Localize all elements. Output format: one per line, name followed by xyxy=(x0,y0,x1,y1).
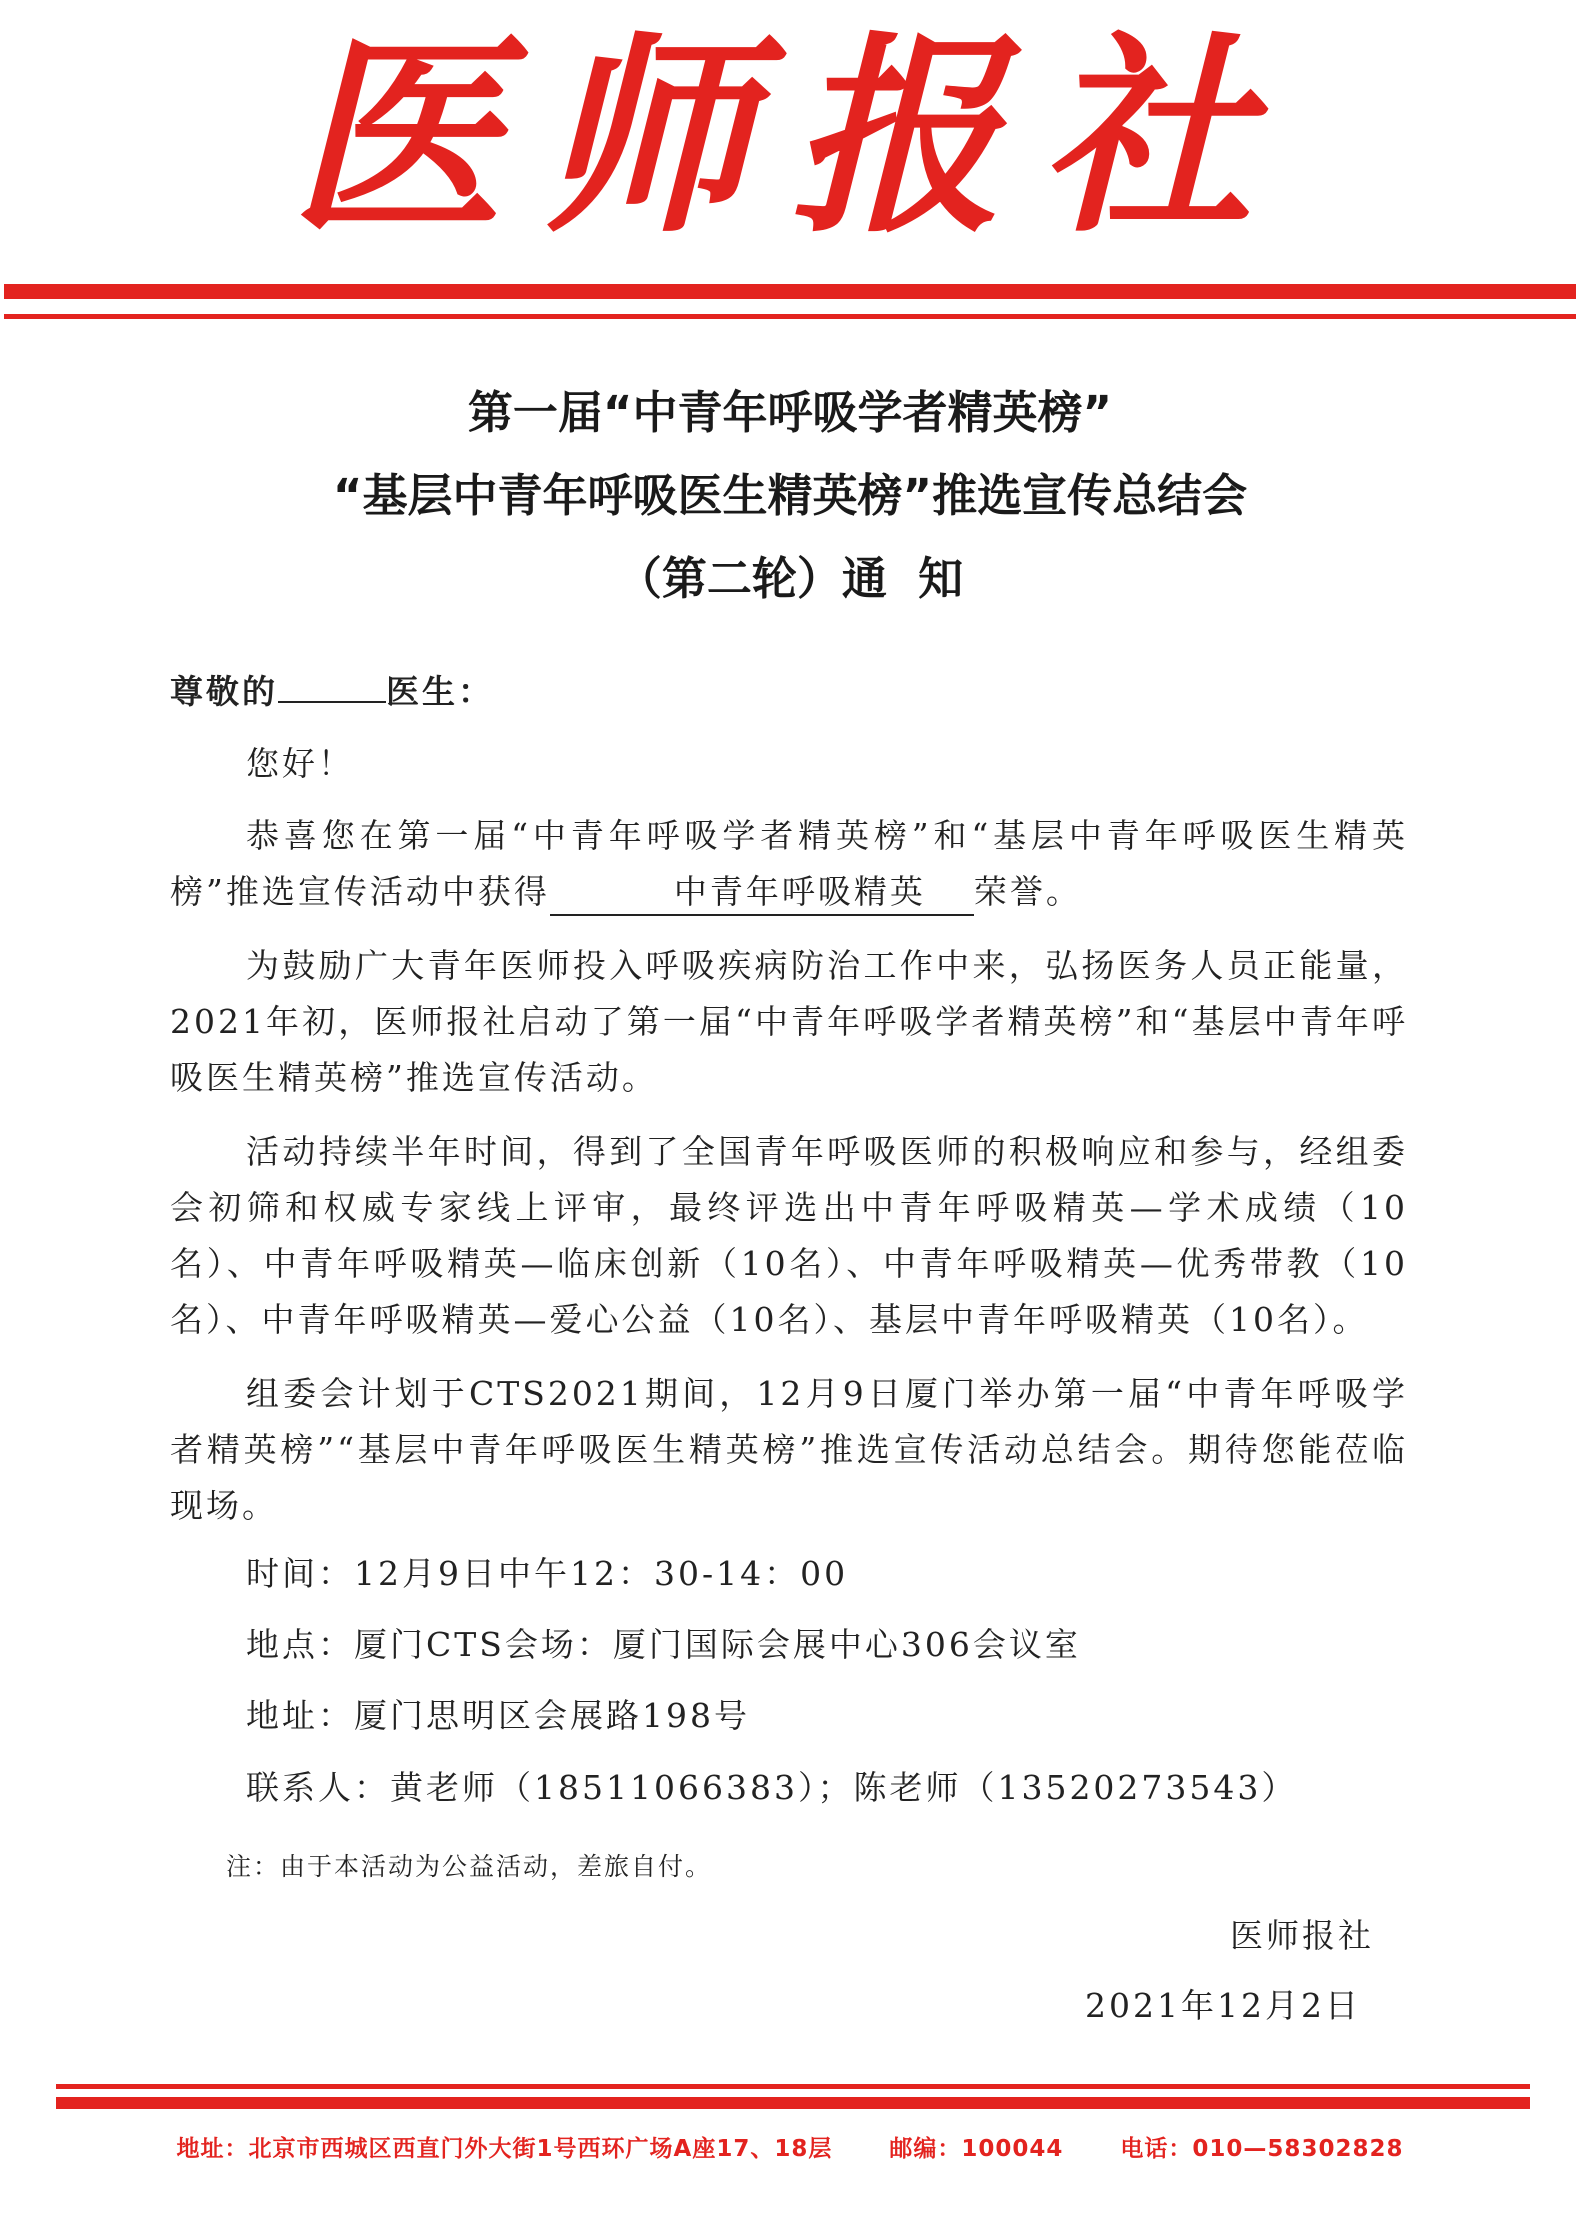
masthead-logo: 医师报社 xyxy=(290,12,1290,261)
footer-rule-thin xyxy=(56,2084,1530,2089)
footer-phone: 电话：010—58302828 xyxy=(1120,2136,1404,2162)
event-address: 地址：厦门思明区会展路198号 xyxy=(246,1696,750,1735)
title-line-3: （第二轮）通 知 xyxy=(616,552,964,605)
paragraph-congrats: 恭喜您在第一届“中青年呼吸学者精英榜”和“基层中青年呼吸医生精英榜”推选宣传活动中获得 中青年呼吸精英 荣誉。 xyxy=(170,808,1408,920)
header-rule-thick xyxy=(4,284,1576,299)
event-contact: 联系人：黄老师（18511066383）；陈老师（13520273543） xyxy=(246,1768,1298,1807)
footer-address: 地址：北京市西城区西直门外大街1号西环广场A座17、18层 xyxy=(176,2136,833,2162)
paragraph-invitation: 组委会计划于CTS2021期间，12月9日厦门举办第一届“中青年呼吸学者精英榜”“基层中青年呼吸医生精英榜”推选宣传活动总结会。期待您能莅临现场。 xyxy=(170,1374,1408,1525)
expense-note: 注：由于本活动为公益活动，差旅自付。 xyxy=(226,1852,713,1881)
signature: 医师报社 xyxy=(1230,1916,1374,1955)
title-line-2: “基层中青年呼吸医生精英榜”推选宣传总结会 xyxy=(332,469,1248,522)
paragraph-activity: 活动持续半年时间，得到了全国青年呼吸医师的积极响应和参与，经组委会初筛和权威专家线上评审，最终评选出中青年呼吸精英—学术成绩（10名）、中青年呼吸精英—临床创新（10名）、中青年呼吸精英—优秀带教（10名）、中青年呼吸精英—爱心公益（10名）、基层中青年呼吸精英（10名）。 xyxy=(170,1132,1408,1339)
salutation: 尊敬的 医生： xyxy=(170,672,494,711)
paragraph-background: 为鼓励广大青年医师投入呼吸疾病防治工作中来，弘扬医务人员正能量，2021年初，医师报社启动了第一届“中青年呼吸学者精英榜”和“基层中青年呼吸医生精英榜”推选宣传活动。 xyxy=(170,946,1408,1097)
greeting: 您好！ xyxy=(246,744,354,783)
header-rule-thin xyxy=(4,314,1576,319)
letter-date: 2021年12月2日 xyxy=(1085,1986,1361,2025)
footer-postcode: 邮编：100044 xyxy=(889,2136,1064,2162)
footer-info xyxy=(0,2130,1580,2163)
honor-title: 中青年呼吸精英 xyxy=(550,870,974,916)
event-time: 时间：12月9日中午12：30-14：00 xyxy=(246,1554,849,1593)
title-line-1: 第一届“中青年呼吸学者精英榜” xyxy=(467,386,1113,439)
event-venue: 地点：厦门CTS会场：厦门国际会展中心306会议室 xyxy=(246,1625,1081,1664)
footer-rule-thick xyxy=(56,2097,1530,2109)
